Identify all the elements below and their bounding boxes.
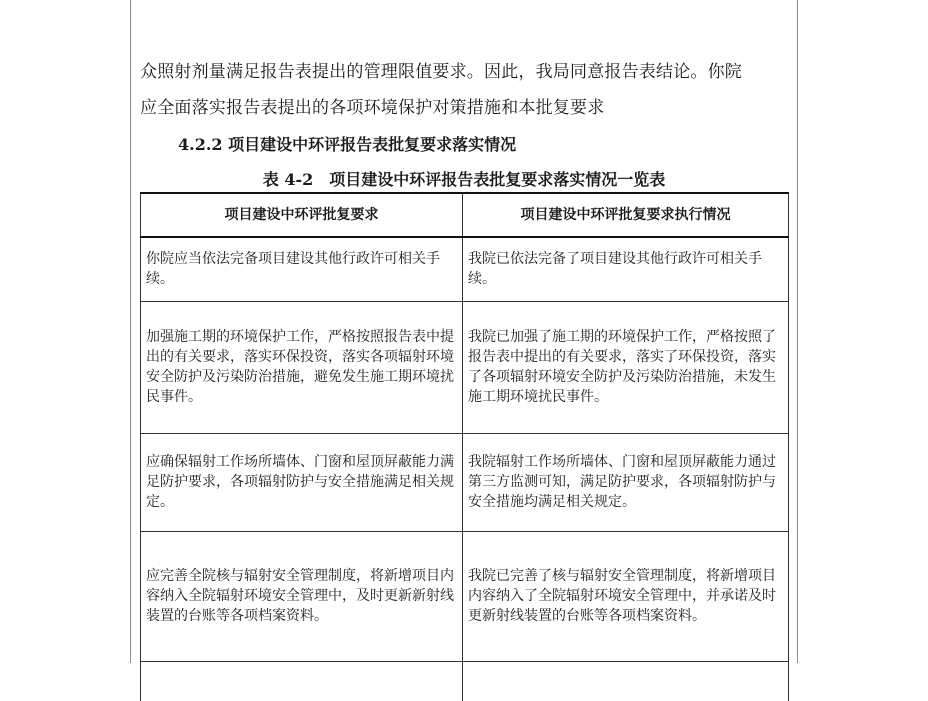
table-row xyxy=(141,433,789,531)
section-heading: 4.2.2 项目建设中环评报告表批复要求落实情况 xyxy=(178,135,517,154)
requirements-table xyxy=(140,192,789,701)
column-header-requirement: 项目建设中环评批复要求 xyxy=(141,193,463,237)
requirement-cell: 你院应当依法完备项目建设其他行政许可相关手续。 xyxy=(141,237,463,301)
requirement-cell: 应完善全院核与辐射安全管理制度，将新增项目内容纳入全院辐射环境安全管理中，及时更新新射线装置的台账等各项档案资料。 xyxy=(141,531,463,661)
table-row xyxy=(141,531,789,661)
status-cell: 我院已完善了核与辐射安全管理制度，将新增项目内容纳入了全院辐射环境安全管理中，并承诺及时更新射线装置的台账等各项档案资料。 xyxy=(463,531,789,661)
column-header-status: 项目建设中环评批复要求执行情况 xyxy=(463,193,789,237)
table-header-row xyxy=(141,193,789,237)
status-cell: 我院辐射工作场所墙体、门窗和屋顶屏蔽能力通过第三方监测可知，满足防护要求，各项辐射防护与安全措施均满足相关规定。 xyxy=(463,433,789,531)
requirement-cell xyxy=(141,661,463,701)
requirements-table-wrapper xyxy=(140,192,788,701)
requirement-cell: 加强施工期的环境保护工作，严格按照报告表中提出的有关要求，落实环保投资，落实各项辐射环境安全防护及污染防治措施，避免发生施工期环境扰民事件。 xyxy=(141,301,463,433)
table-row xyxy=(141,237,789,301)
intro-paragraph-line: 应全面落实报告表提出的各项环境保护对策措施和本批复要求 xyxy=(140,98,605,118)
status-cell: 我院已依法完备了项目建设其他行政许可相关手续。 xyxy=(463,237,789,301)
status-cell: 我院已加强了施工期的环境保护工作，严格按照了报告表中提出的有关要求，落实了环保投资，落实了各项辐射环境安全防护及污染防治措施，未发生施工期环境扰民事件。 xyxy=(463,301,789,433)
requirement-cell: 应确保辐射工作场所墙体、门窗和屋顶屏蔽能力满足防护要求，各项辐射防护与安全措施满足相关规定。 xyxy=(141,433,463,531)
status-cell xyxy=(463,661,789,701)
table-row xyxy=(141,661,789,701)
table-caption: 表 4-2 项目建设中环评报告表批复要求落实情况一览表 xyxy=(262,170,666,189)
intro-paragraph-line: 众照射剂量满足报告表提出的管理限值要求。因此，我局同意报告表结论。你院 xyxy=(140,62,742,82)
table-row xyxy=(141,301,789,433)
